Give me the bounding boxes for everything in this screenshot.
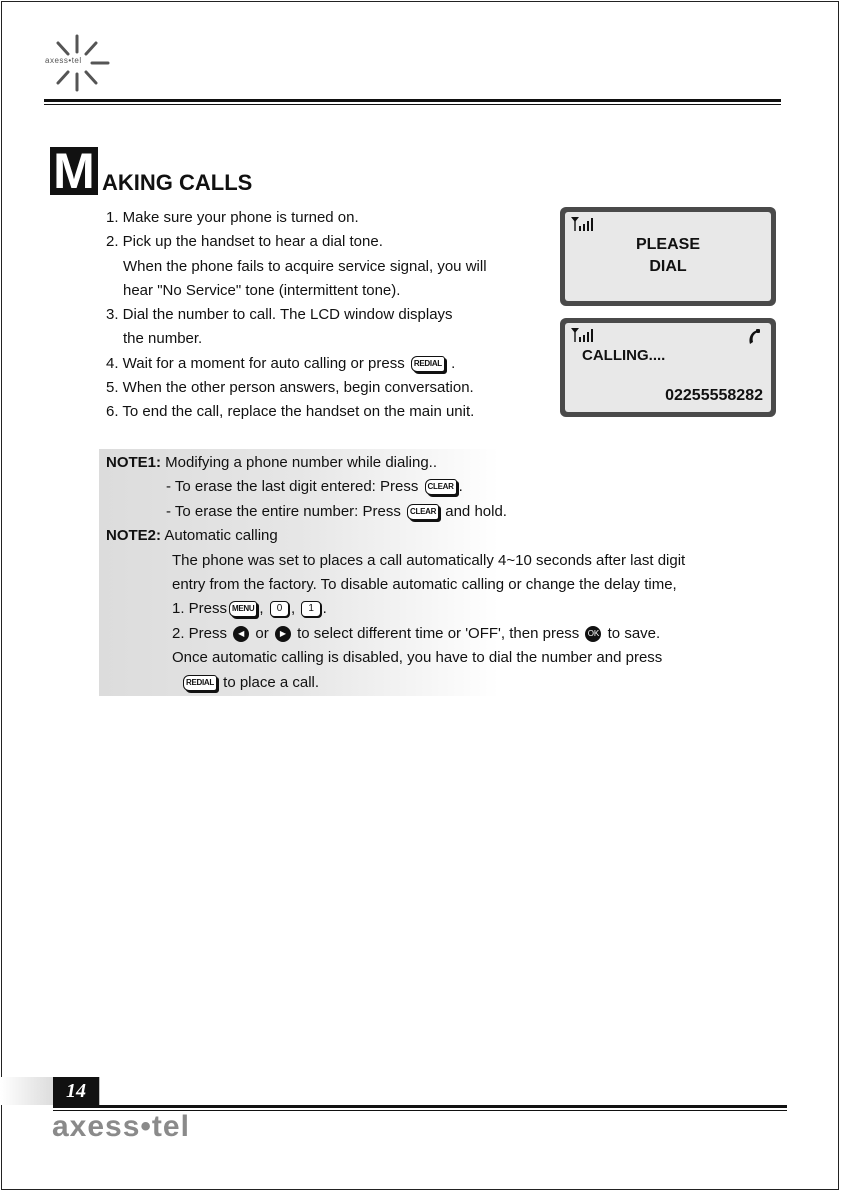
lcd-calling-status: CALLING.... [582, 347, 666, 364]
note2-step-2-end: to save. [607, 624, 661, 642]
note1-item-a-text: - To erase the last digit entered: Press [166, 478, 419, 496]
clear-key-icon: CLEAR [407, 504, 439, 520]
note2-step-2-text: 2. Press [172, 624, 228, 642]
zero-key-icon: 0 [270, 601, 289, 617]
footer-brand: axess•tel [52, 1110, 190, 1143]
notes-section [106, 451, 685, 695]
steps-list [106, 206, 556, 425]
header-rule [44, 99, 781, 102]
note2-step-1-sep: , [291, 600, 296, 618]
section-title [50, 143, 253, 199]
lcd-display-calling [560, 318, 776, 417]
step-2-detail-a: When the phone fails to acquire service signal, you will [123, 257, 487, 275]
note2-step-1-sep: , [259, 600, 264, 618]
page-number: 14 [53, 1077, 99, 1105]
lcd-line-2: DIAL [649, 258, 687, 275]
note2-text: Automatic calling [161, 527, 278, 545]
step-6: 6. To end the call, replace the handset on the main unit. [106, 403, 475, 421]
note1-text: Modifying a phone number while dialing.. [161, 454, 438, 471]
footer-rule [53, 1105, 787, 1108]
lcd-line-1: PLEASE [635, 236, 700, 253]
title-drop-cap: M [50, 147, 98, 195]
note2-step-2-mid: to select different time or 'OFF', then press [297, 624, 580, 642]
note2-para-b: entry from the factory. To disable automatic calling or change the delay time, [172, 576, 677, 594]
note2-para-f [106, 671, 685, 695]
note1-label: NOTE1: [106, 454, 162, 471]
note2-para-a: The phone was set to places a call automatically 4~10 seconds after last digit [172, 551, 686, 569]
header-rule-thin [44, 104, 781, 105]
step-1: 1. Make sure your phone is turned on. [106, 209, 359, 226]
note1-item-a [106, 475, 685, 499]
lcd-dialed-number: 02255558282 [665, 387, 763, 404]
step-4 [106, 352, 556, 376]
note1-heading [106, 451, 685, 475]
step-5: 5. When the other person answers, begin conversation. [106, 379, 474, 397]
note1-item-a-end: . [458, 478, 463, 496]
signal-strength-icon [571, 328, 601, 342]
step-2-detail-b: hear "No Service" tone (intermittent tone). [123, 281, 401, 299]
handset-icon [747, 329, 761, 345]
step-4-text: 4. Wait for a moment for auto calling or press [106, 354, 405, 372]
redial-key-icon: REDIAL [183, 675, 217, 691]
note2-step-2 [106, 622, 685, 646]
ok-key-icon: OK [585, 626, 601, 642]
clear-key-icon: CLEAR [425, 479, 457, 495]
note2-step-1 [106, 597, 685, 621]
lcd-display-please-dial [560, 207, 776, 306]
note1-item-b [106, 500, 685, 524]
logo-wordmark: axess•tel [45, 56, 82, 65]
step-3: 3. Dial the number to call. The LCD window displays [106, 306, 453, 324]
redial-key-icon: REDIAL [411, 356, 445, 372]
note2-para-f-text: to place a call. [223, 673, 320, 691]
signal-strength-icon [571, 217, 601, 231]
note2-step-2-or: or [255, 624, 269, 642]
note2-heading [106, 524, 685, 548]
note2-para-e: Once automatic calling is disabled, you have to dial the number and press [172, 649, 663, 667]
right-arrow-key-icon: ▶ [275, 626, 291, 642]
note2-step-1-text: 1. Press [172, 600, 228, 618]
menu-key-icon: MENU [229, 601, 257, 617]
one-key-icon: 1 [301, 601, 320, 617]
left-arrow-key-icon: ◀ [233, 626, 249, 642]
step-2: 2. Pick up the handset to hear a dial tone. [106, 233, 383, 251]
step-4-end: . [451, 354, 456, 372]
note1-item-b-text: - To erase the entire number: Press [166, 502, 401, 520]
step-3-detail: the number. [123, 330, 203, 348]
note2-label: NOTE2: [106, 527, 162, 545]
title-text: AKING CALLS [102, 170, 253, 195]
note1-item-b-end: and hold. [445, 502, 507, 520]
note2-step-1-end: . [322, 600, 327, 618]
